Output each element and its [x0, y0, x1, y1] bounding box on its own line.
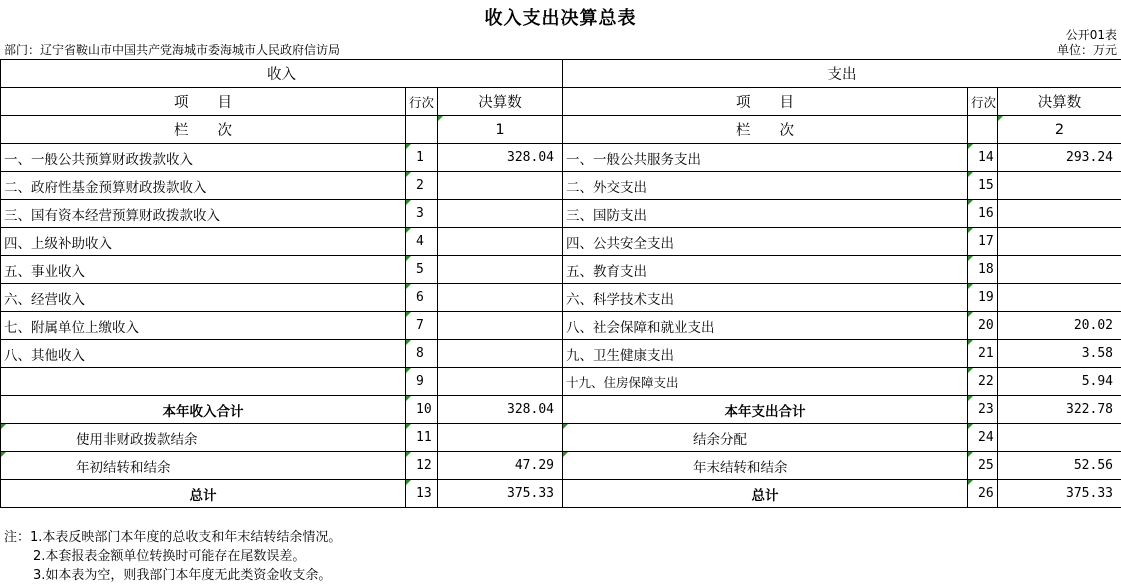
expense-line-no: 24 [968, 424, 998, 452]
expense-line-no: 22 [968, 368, 998, 396]
table-row [1, 368, 1121, 396]
table-row [1, 424, 1121, 452]
income-amount-header: 决算数 [438, 88, 563, 116]
expense-line-no: 20 [968, 312, 998, 340]
income-amount [438, 256, 563, 284]
expense-item: 一、一般公共服务支出 [563, 144, 968, 172]
income-line-no: 10 [406, 396, 438, 424]
income-line-no: 5 [406, 256, 438, 284]
income-line-no: 3 [406, 200, 438, 228]
expense-item: 二、外交支出 [563, 172, 968, 200]
total-row [1, 396, 1121, 424]
expense-item: 结余分配 [563, 424, 968, 452]
section-header-row [1, 60, 1121, 88]
income-expense-table [0, 59, 1121, 508]
column-index-row [1, 116, 1121, 144]
expense-line-no: 23 [968, 396, 998, 424]
expense-item: 九、卫生健康支出 [563, 340, 968, 368]
expense-line-no: 19 [968, 284, 998, 312]
expense-column-number: 2 [998, 116, 1121, 144]
income-amount: 375.33 [438, 480, 563, 508]
income-subtotal-label: 本年收入合计 [1, 396, 406, 424]
expense-line-no: 17 [968, 228, 998, 256]
income-amount: 328.04 [438, 144, 563, 172]
income-column-label: 栏 次 [1, 116, 406, 144]
expense-amount [998, 424, 1121, 452]
income-total-label: 总计 [1, 480, 406, 508]
expense-line-blank [968, 116, 998, 144]
expense-item: 十九、住房保障支出 [563, 368, 968, 396]
income-item-header: 项 目 [1, 88, 406, 116]
expense-total-label: 总计 [563, 480, 968, 508]
income-item: 使用非财政拨款结余 [1, 424, 406, 452]
unit-label: 单位：万元 [1056, 43, 1117, 57]
income-amount [438, 172, 563, 200]
income-line-no: 7 [406, 312, 438, 340]
expense-item: 八、社会保障和就业支出 [563, 312, 968, 340]
income-line-no: 9 [406, 368, 438, 396]
income-line-no: 11 [406, 424, 438, 452]
expense-item: 三、国防支出 [563, 200, 968, 228]
note-line: 注：1.本表反映部门本年度的总收支和年末结转结余情况。 [4, 530, 342, 545]
income-amount: 47.29 [438, 452, 563, 480]
expense-amount: 52.56 [998, 452, 1121, 480]
expense-amount: 5.94 [998, 368, 1121, 396]
table-row [1, 144, 1121, 172]
income-item: 五、事业收入 [1, 256, 406, 284]
expense-item-header: 项 目 [563, 88, 968, 116]
note-line: 2.本套报表金额单位转换时可能存在尾数误差。 [33, 549, 306, 564]
income-item: 三、国有资本经营预算财政拨款收入 [1, 200, 406, 228]
income-line-no: 8 [406, 340, 438, 368]
income-item: 七、附属单位上缴收入 [1, 312, 406, 340]
income-item [1, 368, 406, 396]
income-line-no: 12 [406, 452, 438, 480]
expense-item: 五、教育支出 [563, 256, 968, 284]
expense-amount: 293.24 [998, 144, 1121, 172]
expense-item: 年末结转和结余 [563, 452, 968, 480]
income-line-no: 13 [406, 480, 438, 508]
expense-amount [998, 172, 1121, 200]
income-line-blank [406, 116, 438, 144]
income-section-header: 收入 [1, 60, 563, 88]
expense-line-no: 15 [968, 172, 998, 200]
income-amount [438, 312, 563, 340]
expense-section-header: 支出 [563, 60, 1121, 88]
table-row [1, 340, 1121, 368]
expense-amount: 20.02 [998, 312, 1121, 340]
income-item: 年初结转和结余 [1, 452, 406, 480]
expense-column-label: 栏 次 [563, 116, 968, 144]
expense-line-no: 26 [968, 480, 998, 508]
income-item: 六、经营收入 [1, 284, 406, 312]
income-amount [438, 368, 563, 396]
income-column-number: 1 [438, 116, 563, 144]
expense-subtotal-label: 本年支出合计 [563, 396, 968, 424]
grand-total-row [1, 480, 1121, 508]
table-row [1, 284, 1121, 312]
expense-amount-header: 决算数 [998, 88, 1121, 116]
table-row [1, 228, 1121, 256]
income-line-no: 2 [406, 172, 438, 200]
expense-amount [998, 284, 1121, 312]
table-row [1, 172, 1121, 200]
table-row [1, 200, 1121, 228]
income-item: 四、上级补助收入 [1, 228, 406, 256]
expense-line-no: 25 [968, 452, 998, 480]
income-line-header: 行次 [406, 88, 438, 116]
table-row [1, 452, 1121, 480]
form-number: 公开01表 [1065, 28, 1117, 42]
expense-line-no: 18 [968, 256, 998, 284]
table-row [1, 256, 1121, 284]
expense-amount [998, 200, 1121, 228]
income-amount [438, 424, 563, 452]
expense-line-header: 行次 [968, 88, 998, 116]
expense-amount [998, 256, 1121, 284]
expense-amount: 375.33 [998, 480, 1121, 508]
income-amount: 328.04 [438, 396, 563, 424]
expense-amount: 3.58 [998, 340, 1121, 368]
column-header-row [1, 88, 1121, 116]
income-item: 二、政府性基金预算财政拨款收入 [1, 172, 406, 200]
footnotes [4, 528, 341, 585]
expense-line-no: 16 [968, 200, 998, 228]
income-line-no: 4 [406, 228, 438, 256]
income-line-no: 6 [406, 284, 438, 312]
income-amount [438, 228, 563, 256]
income-amount [438, 340, 563, 368]
income-amount [438, 284, 563, 312]
department-label: 部门：辽宁省鞍山市中国共产党海城市委海城市人民政府信访局 [4, 43, 341, 57]
expense-amount: 322.78 [998, 396, 1121, 424]
table-row [1, 312, 1121, 340]
report-title: 收入支出决算总表 [484, 8, 637, 29]
expense-line-no: 21 [968, 340, 998, 368]
income-amount [438, 200, 563, 228]
note-line: 3.如本表为空，则我部门本年度无此类资金收支余。 [33, 568, 332, 583]
income-item: 八、其他收入 [1, 340, 406, 368]
expense-item: 六、科学技术支出 [563, 284, 968, 312]
expense-item: 四、公共安全支出 [563, 228, 968, 256]
income-item: 一、一般公共预算财政拨款收入 [1, 144, 406, 172]
expense-line-no: 14 [968, 144, 998, 172]
income-line-no: 1 [406, 144, 438, 172]
expense-amount [998, 228, 1121, 256]
